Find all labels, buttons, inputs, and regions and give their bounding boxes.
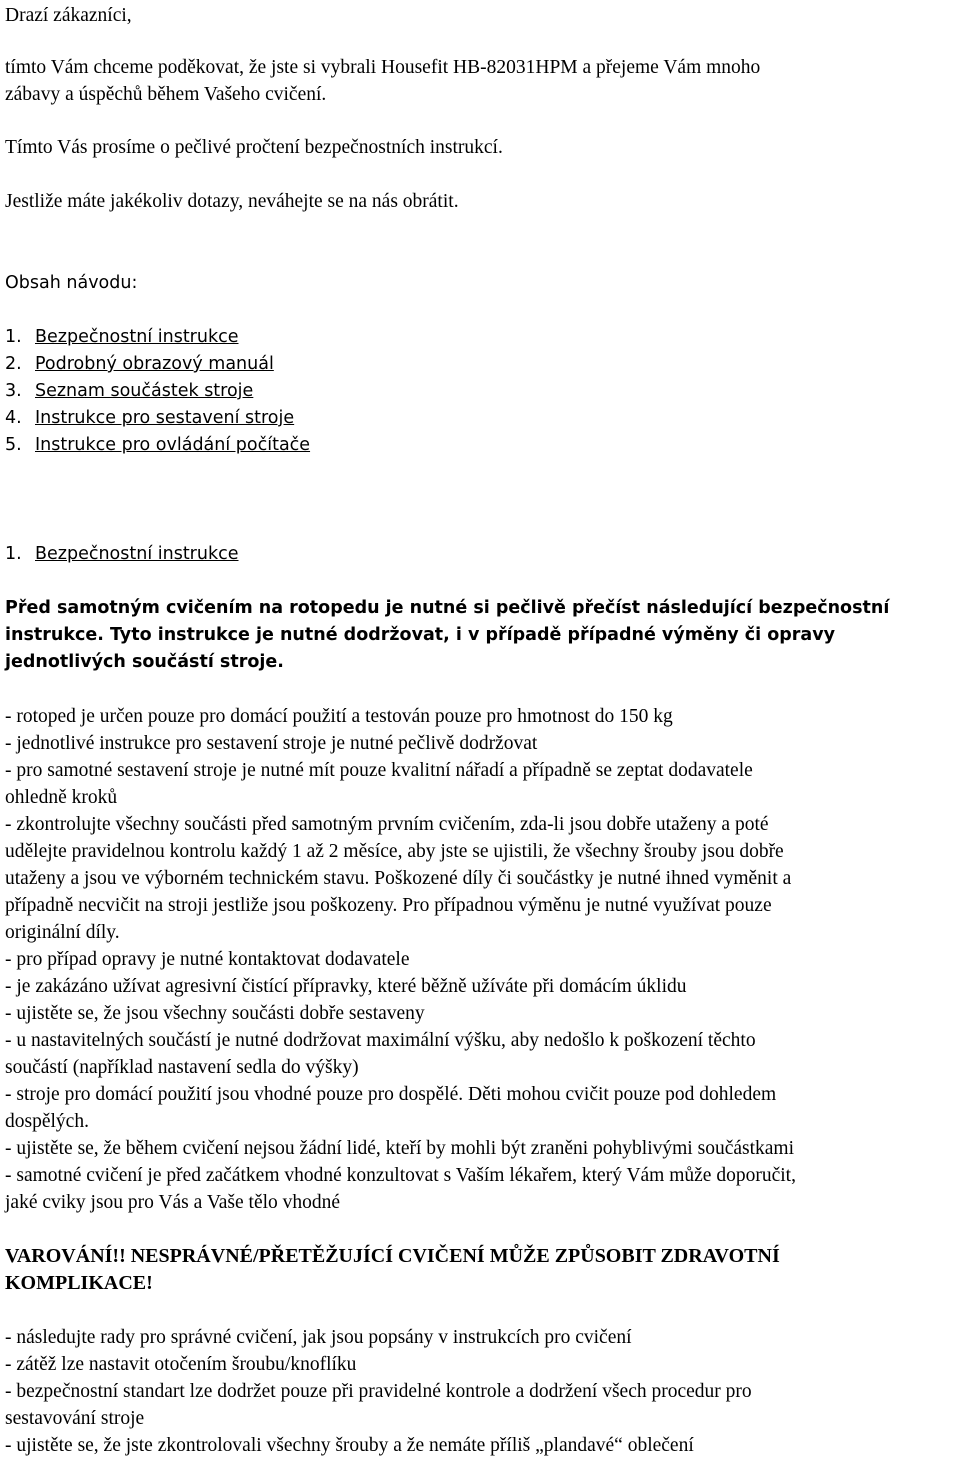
body-line: - pro případ opravy je nutné kontaktovat dodavatele [5, 949, 410, 970]
intro-line: tímto Vám chceme poděkovat, že jste si vybrali Housefit HB-82031HPM a přejeme Vám mnoho [5, 57, 761, 78]
body-line: udělejte pravidelnou kontrolu každý 1 až 2 měsíce, aby jste se ujistili, že všechny šrouby jsou dobře [5, 841, 784, 862]
body-line: - rotoped je určen pouze pro domácí použití a testován pouze pro hmotnost do 150 kg [5, 706, 673, 727]
warning-line: KOMPLIKACE! [5, 1272, 153, 1294]
toc-item-number: 3. [5, 381, 22, 401]
intro-line: Tímto Vás prosíme o pečlivé pročtení bezpečnostních instrukcí. [5, 137, 503, 158]
body-line: - jednotlivé instrukce pro sestavení stroje je nutné pečlivě dodržovat [5, 733, 538, 754]
toc-item-number: 2. [5, 354, 22, 374]
body-line: - zkontrolujte všechny součásti před samotným prvním cvičením, zda-li jsou dobře utaženy a poté [5, 814, 769, 835]
toc-item-number: 1. [5, 327, 22, 347]
tip-line: - zátěž lze nastavit otočením šroubu/knoflíku [5, 1354, 357, 1375]
body-line: - je zakázáno užívat agresivní čistící přípravky, které běžně užíváte při domácím úklidu [5, 976, 687, 997]
body-line: - ujistěte se, že jsou všechny součásti dobře sestaveny [5, 1003, 425, 1024]
toc-item-link[interactable]: Bezpečnostní instrukce [35, 327, 239, 347]
toc-item-4[interactable] [5, 405, 294, 432]
lead-line: instrukce. Tyto instrukce je nutné dodržovat, i v případě případné výměny či opravy [5, 625, 836, 645]
body-line: - ujistěte se, že během cvičení nejsou žádní lidé, kteří by mohli být zraněni pohyblivými součástkami [5, 1138, 794, 1159]
toc-item-link[interactable]: Instrukce pro ovládání počítače [35, 435, 311, 455]
intro-line: Jestliže máte jakékoliv dotazy, neváhejte se na nás obrátit. [5, 191, 459, 212]
section-title: Bezpečnostní instrukce [35, 544, 239, 564]
section-heading [5, 541, 239, 568]
toc-item-number: 4. [5, 408, 22, 428]
tip-line: - ujistěte se, že jste zkontrolovali všechny šrouby a že nemáte příliš „plandavé“ oblečení [5, 1435, 694, 1456]
warning-line: VAROVÁNÍ!! NESPRÁVNÉ/PŘETĚŽUJÍCÍ CVIČENÍ MŮŽE ZPŮSOBIT ZDRAVOTNÍ [5, 1245, 780, 1267]
toc-item-link[interactable]: Instrukce pro sestavení stroje [35, 408, 295, 428]
body-line: utaženy a jsou ve výborném technickém stavu. Poškozené díly či součástky je nutné ihned vyměnit a [5, 868, 792, 889]
toc-item-1[interactable] [5, 324, 239, 351]
toc-item-link[interactable]: Podrobný obrazový manuál [35, 354, 274, 374]
lead-line: Před samotným cvičením na rotopedu je nutné si pečlivě přečíst následující bezpečnostní [5, 598, 890, 618]
body-line: - stroje pro domácí použití jsou vhodné pouze pro dospělé. Děti mohou cvičit pouze pod dohledem [5, 1084, 777, 1105]
body-line: - samotné cvičení je před začátkem vhodné konzultovat s Vaším lékařem, který Vám může doporučit, [5, 1165, 796, 1186]
body-line: - pro samotné sestavení stroje je nutné mít pouze kvalitní nářadí a případně se zeptat dodavatele [5, 760, 753, 781]
section-number: 1. [5, 544, 22, 564]
toc-heading: Obsah návodu: [5, 273, 138, 293]
body-line: ohledně kroků [5, 787, 118, 808]
toc-item-3[interactable] [5, 378, 253, 405]
toc-item-number: 5. [5, 435, 22, 455]
body-line: dospělých. [5, 1111, 89, 1132]
greeting: Drazí zákazníci, [5, 5, 132, 26]
tip-line: - následujte rady pro správné cvičení, jak jsou popsány v instrukcích pro cvičení [5, 1327, 632, 1348]
lead-line: jednotlivých součástí stroje. [5, 652, 284, 672]
tip-line: sestavování stroje [5, 1408, 145, 1429]
intro-line: zábavy a úspěchů během Vašeho cvičení. [5, 84, 327, 105]
body-line: jaké cviky jsou pro Vás a Vaše tělo vhodné [5, 1192, 341, 1213]
body-line: případně necvičit na stroji jestliže jsou poškozeny. Pro případnou výměnu je nutné využívat pouze [5, 895, 772, 916]
tip-line: - bezpečnostní standart lze dodržet pouze při pravidelné kontrole a dodržení všech procedur pro [5, 1381, 752, 1402]
body-line: součástí (například nastavení sedla do výšky) [5, 1057, 359, 1078]
toc-item-link[interactable]: Seznam součástek stroje [35, 381, 254, 401]
body-line: originální díly. [5, 922, 120, 943]
toc-item-5[interactable] [5, 432, 310, 459]
toc-item-2[interactable] [5, 351, 274, 378]
body-line: - u nastavitelných součástí je nutné dodržovat maximální výšku, aby nedošlo k poškození těchto [5, 1030, 756, 1051]
